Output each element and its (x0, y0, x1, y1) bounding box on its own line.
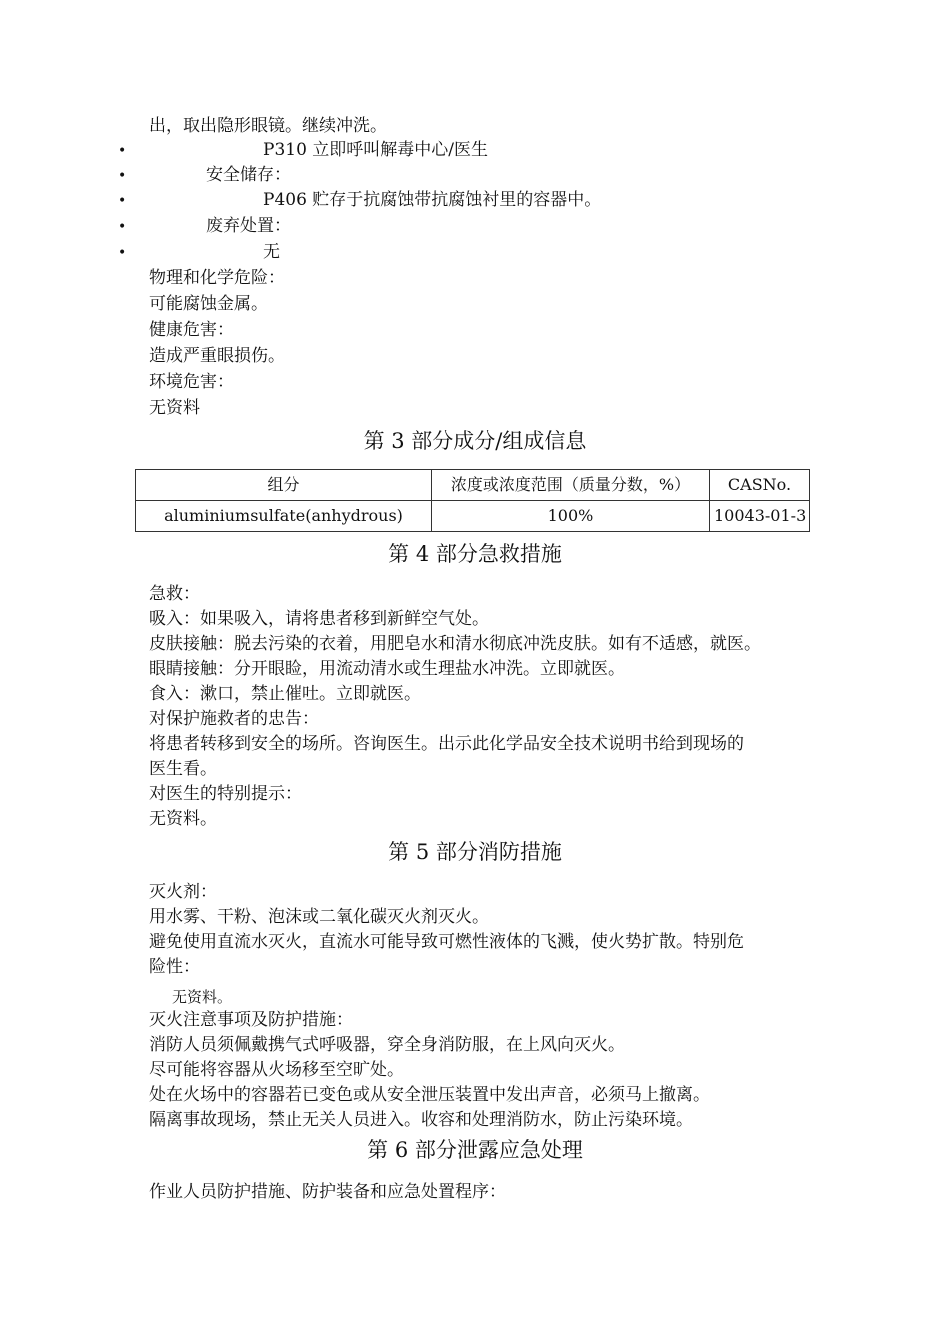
table-cell: aluminiumsulfate(anhydrous) (136, 501, 432, 532)
text-line: 处在火场中的容器若已变色或从安全泄压装置中发出声音，必须马上撤离。 (149, 1085, 710, 1105)
section-title: 第 4 部分急救措施 (388, 542, 562, 566)
list-bullet: • (118, 219, 127, 235)
list-bullet: • (118, 245, 127, 261)
section-title: 第 5 部分消防措施 (388, 840, 562, 864)
text-line: 无资料。 (172, 988, 233, 1006)
text-line: 眼睛接触：分开眼睑，用流动清水或生理盐水冲洗。立即就医。 (149, 659, 625, 679)
text-line: 无 (263, 242, 280, 262)
text-line: 险性： (149, 957, 200, 977)
text-line: 无资料。 (149, 809, 217, 829)
text-line: 造成严重眼损伤。 (149, 346, 285, 366)
text-line: 消防人员须佩戴携气式呼吸器，穿全身消防服，在上风向灭火。 (149, 1035, 625, 1055)
text-line: 出，取出隐形眼镜。继续冲洗。 (149, 116, 387, 136)
text-line: 对医生的特别提示： (149, 784, 302, 804)
text-line: P310 立即呼叫解毒中心/医生 (263, 140, 489, 160)
table-cell: 10043-01-3 (710, 501, 810, 532)
text-line: P406 贮存于抗腐蚀带抗腐蚀衬里的容器中。 (263, 190, 602, 210)
table-header-cell: 浓度或浓度范围（质量分数，%） (432, 470, 710, 501)
section-title: 第 3 部分成分/组成信息 (363, 429, 587, 453)
text-line: 皮肤接触：脱去污染的衣着，用肥皂水和清水彻底冲洗皮肤。如有不适感，就医。 (149, 634, 761, 654)
list-bullet: • (118, 168, 127, 184)
text-line: 灭火注意事项及防护措施： (149, 1010, 353, 1030)
text-line: 用水雾、干粉、泡沫或二氧化碳灭火剂灭火。 (149, 907, 489, 927)
text-line: 健康危害： (149, 320, 234, 340)
text-line: 作业人员防护措施、防护装备和应急处置程序： (149, 1182, 506, 1202)
table-cell: 100% (432, 501, 710, 532)
text-line: 食入：漱口，禁止催吐。立即就医。 (149, 684, 421, 704)
list-bullet: • (118, 143, 127, 159)
text-line: 医生看。 (149, 759, 217, 779)
list-bullet: • (118, 193, 127, 209)
table-header-cell: CASNo. (710, 470, 810, 501)
table-row (136, 501, 810, 532)
text-line: 废弃处置： (206, 216, 291, 236)
text-line: 灭火剂： (149, 882, 217, 902)
text-line: 避免使用直流水灭火，直流水可能导致可燃性液体的飞溅，使火势扩散。特别危 (149, 932, 744, 952)
text-line: 将患者转移到安全的场所。咨询医生。出示此化学品安全技术说明书给到现场的 (149, 734, 744, 754)
text-line: 安全储存： (206, 165, 291, 185)
table-header-cell: 组分 (136, 470, 432, 501)
table-header-row (136, 470, 810, 501)
text-line: 吸入：如果吸入，请将患者移到新鲜空气处。 (149, 609, 489, 629)
text-line: 尽可能将容器从火场移至空旷处。 (149, 1060, 404, 1080)
composition-table (135, 469, 810, 532)
section-title: 第 6 部分泄露应急处理 (367, 1138, 583, 1162)
text-line: 无资料 (149, 398, 200, 418)
text-line: 物理和化学危险： (149, 268, 285, 288)
text-line: 对保护施救者的忠告： (149, 709, 319, 729)
text-line: 可能腐蚀金属。 (149, 294, 268, 314)
text-line: 隔离事故现场，禁止无关人员进入。收容和处理消防水，防止污染环境。 (149, 1110, 693, 1130)
text-line: 急救： (149, 584, 200, 604)
text-line: 环境危害： (149, 372, 234, 392)
